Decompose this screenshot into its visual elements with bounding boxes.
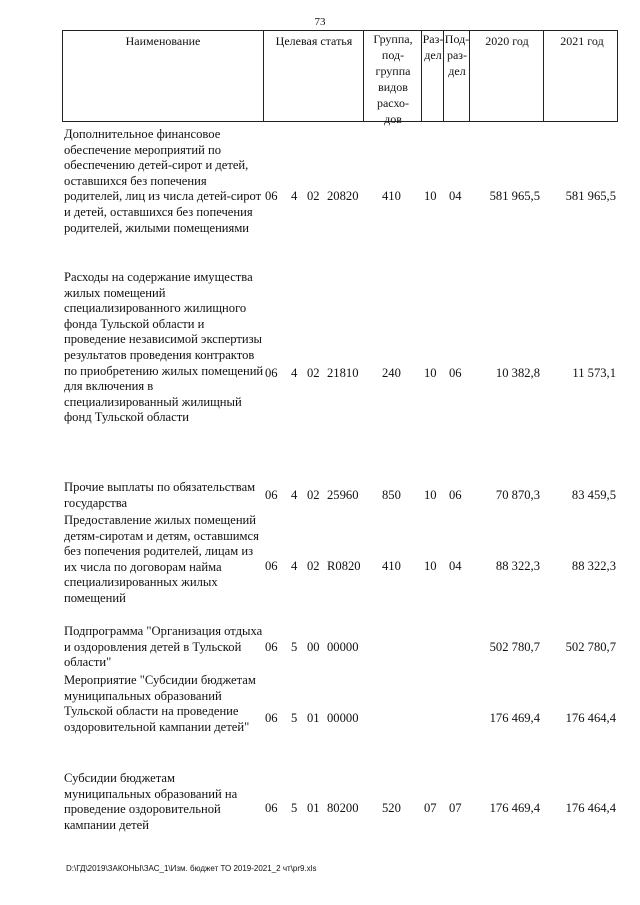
table-row <box>64 624 620 672</box>
row-code-2: 4 <box>291 189 298 203</box>
header-section: Раз- дел <box>421 31 444 121</box>
row-section: 10 <box>424 189 437 203</box>
row-code-4: 21810 <box>327 366 359 380</box>
row-code-2: 5 <box>291 711 298 725</box>
row-group: 520 <box>382 801 401 815</box>
row-code-4: R0820 <box>327 559 361 573</box>
table-row <box>64 513 620 623</box>
row-group: 410 <box>382 189 401 203</box>
row-2021: 176 464,4 <box>565 711 616 725</box>
row-code-4: 25960 <box>327 488 359 502</box>
header-name: Наименование <box>125 34 201 48</box>
row-subsection: 06 <box>449 366 462 380</box>
row-code-4: 00000 <box>327 711 359 725</box>
row-2020: 10 382,8 <box>495 366 540 380</box>
table-header <box>62 30 618 126</box>
row-2021: 11 573,1 <box>572 366 616 380</box>
row-name: Мероприятие "Субсидии бюджетам муниципальных образований Тульской области на проведение оздоровительной кампании детей" <box>64 673 256 734</box>
row-2021: 83 459,5 <box>571 488 616 502</box>
row-name: Субсидии бюджетам муниципальных образований на проведение оздоровительной кампании детей <box>64 771 238 832</box>
row-group: 850 <box>382 488 401 502</box>
row-code-1: 06 <box>265 366 278 380</box>
row-2020: 88 322,3 <box>495 559 540 573</box>
row-code-1: 06 <box>265 189 278 203</box>
row-name: Подпрограмма "Организация отдыха и оздоровления детей в Тульской области" <box>64 624 263 670</box>
table-row <box>64 771 620 835</box>
row-2020: 502 780,7 <box>489 640 540 654</box>
row-subsection: 04 <box>449 559 462 573</box>
row-code-4: 20820 <box>327 189 359 203</box>
row-code-3: 02 <box>307 559 320 573</box>
row-section: 07 <box>424 801 437 815</box>
row-code-3: 02 <box>307 488 320 502</box>
row-subsection: 06 <box>449 488 462 502</box>
row-code-1: 06 <box>265 801 278 815</box>
row-code-1: 06 <box>265 488 278 502</box>
row-group: 410 <box>382 559 401 573</box>
row-name: Расходы на содержание имущества жилых помещений специализированного жилищного фонда Тульской области и проведение независимой экспертизы результатов проведения контрактов по приобретению жилых помещений для включения в специализированный жилищный фонд Тульской области <box>64 270 264 425</box>
table-row <box>64 673 620 753</box>
row-code-3: 00 <box>307 640 320 654</box>
file-path-footer: D:\ГД\2019\ЗАКОНЫ\ЗАС_1\Изм. бюджет ТО 2019-2021_2 чт\pr9.xls <box>66 864 317 873</box>
header-subsection: Под- раз- дел <box>443 31 470 121</box>
row-code-1: 06 <box>265 640 278 654</box>
header-2020: 2020 год <box>469 31 544 121</box>
row-name: Предоставление жилых помещений детям-сиротам и детям, оставшимся без попечения родителей, лицам из их числа по договорам найма специализированных жилых помещений <box>64 513 259 605</box>
row-code-2: 4 <box>291 559 298 573</box>
row-code-4: 00000 <box>327 640 359 654</box>
row-code-3: 02 <box>307 189 320 203</box>
row-section: 10 <box>424 366 437 380</box>
row-2021: 581 965,5 <box>565 189 616 203</box>
row-section: 10 <box>424 488 437 502</box>
row-2021: 88 322,3 <box>571 559 616 573</box>
table-row <box>64 270 620 442</box>
row-code-2: 4 <box>291 488 298 502</box>
row-code-2: 5 <box>291 801 298 815</box>
table-row <box>64 127 620 251</box>
header-2021: 2021 год <box>543 31 620 121</box>
row-code-3: 02 <box>307 366 320 380</box>
row-code-3: 01 <box>307 711 320 725</box>
row-group: 240 <box>382 366 401 380</box>
row-2020: 581 965,5 <box>489 189 540 203</box>
row-code-2: 4 <box>291 366 298 380</box>
table-row <box>64 480 620 512</box>
row-2021: 176 464,4 <box>565 801 616 815</box>
row-name: Прочие выплаты по обязательствам государства <box>64 480 256 510</box>
row-2020: 176 469,4 <box>489 801 540 815</box>
page-number: 73 <box>314 16 326 28</box>
row-2020: 70 870,3 <box>495 488 540 502</box>
header-target: Целевая статья <box>263 31 364 121</box>
row-code-4: 80200 <box>327 801 359 815</box>
row-2021: 502 780,7 <box>565 640 616 654</box>
row-subsection: 04 <box>449 189 462 203</box>
header-group: Группа, под- группа видов расхо- дов <box>363 31 422 121</box>
row-name: Дополнительное финансовое обеспечение мероприятий по обеспечению детей-сирот и детей, оставшихся без попечения родителей, лиц из числа детей-сирот и детей, оставшихся без попечения родителей, жилыми помещениями <box>64 127 262 235</box>
row-code-3: 01 <box>307 801 320 815</box>
row-section: 10 <box>424 559 437 573</box>
row-code-2: 5 <box>291 640 298 654</box>
row-code-1: 06 <box>265 559 278 573</box>
row-2020: 176 469,4 <box>489 711 540 725</box>
row-code-1: 06 <box>265 711 278 725</box>
row-subsection: 07 <box>449 801 462 815</box>
